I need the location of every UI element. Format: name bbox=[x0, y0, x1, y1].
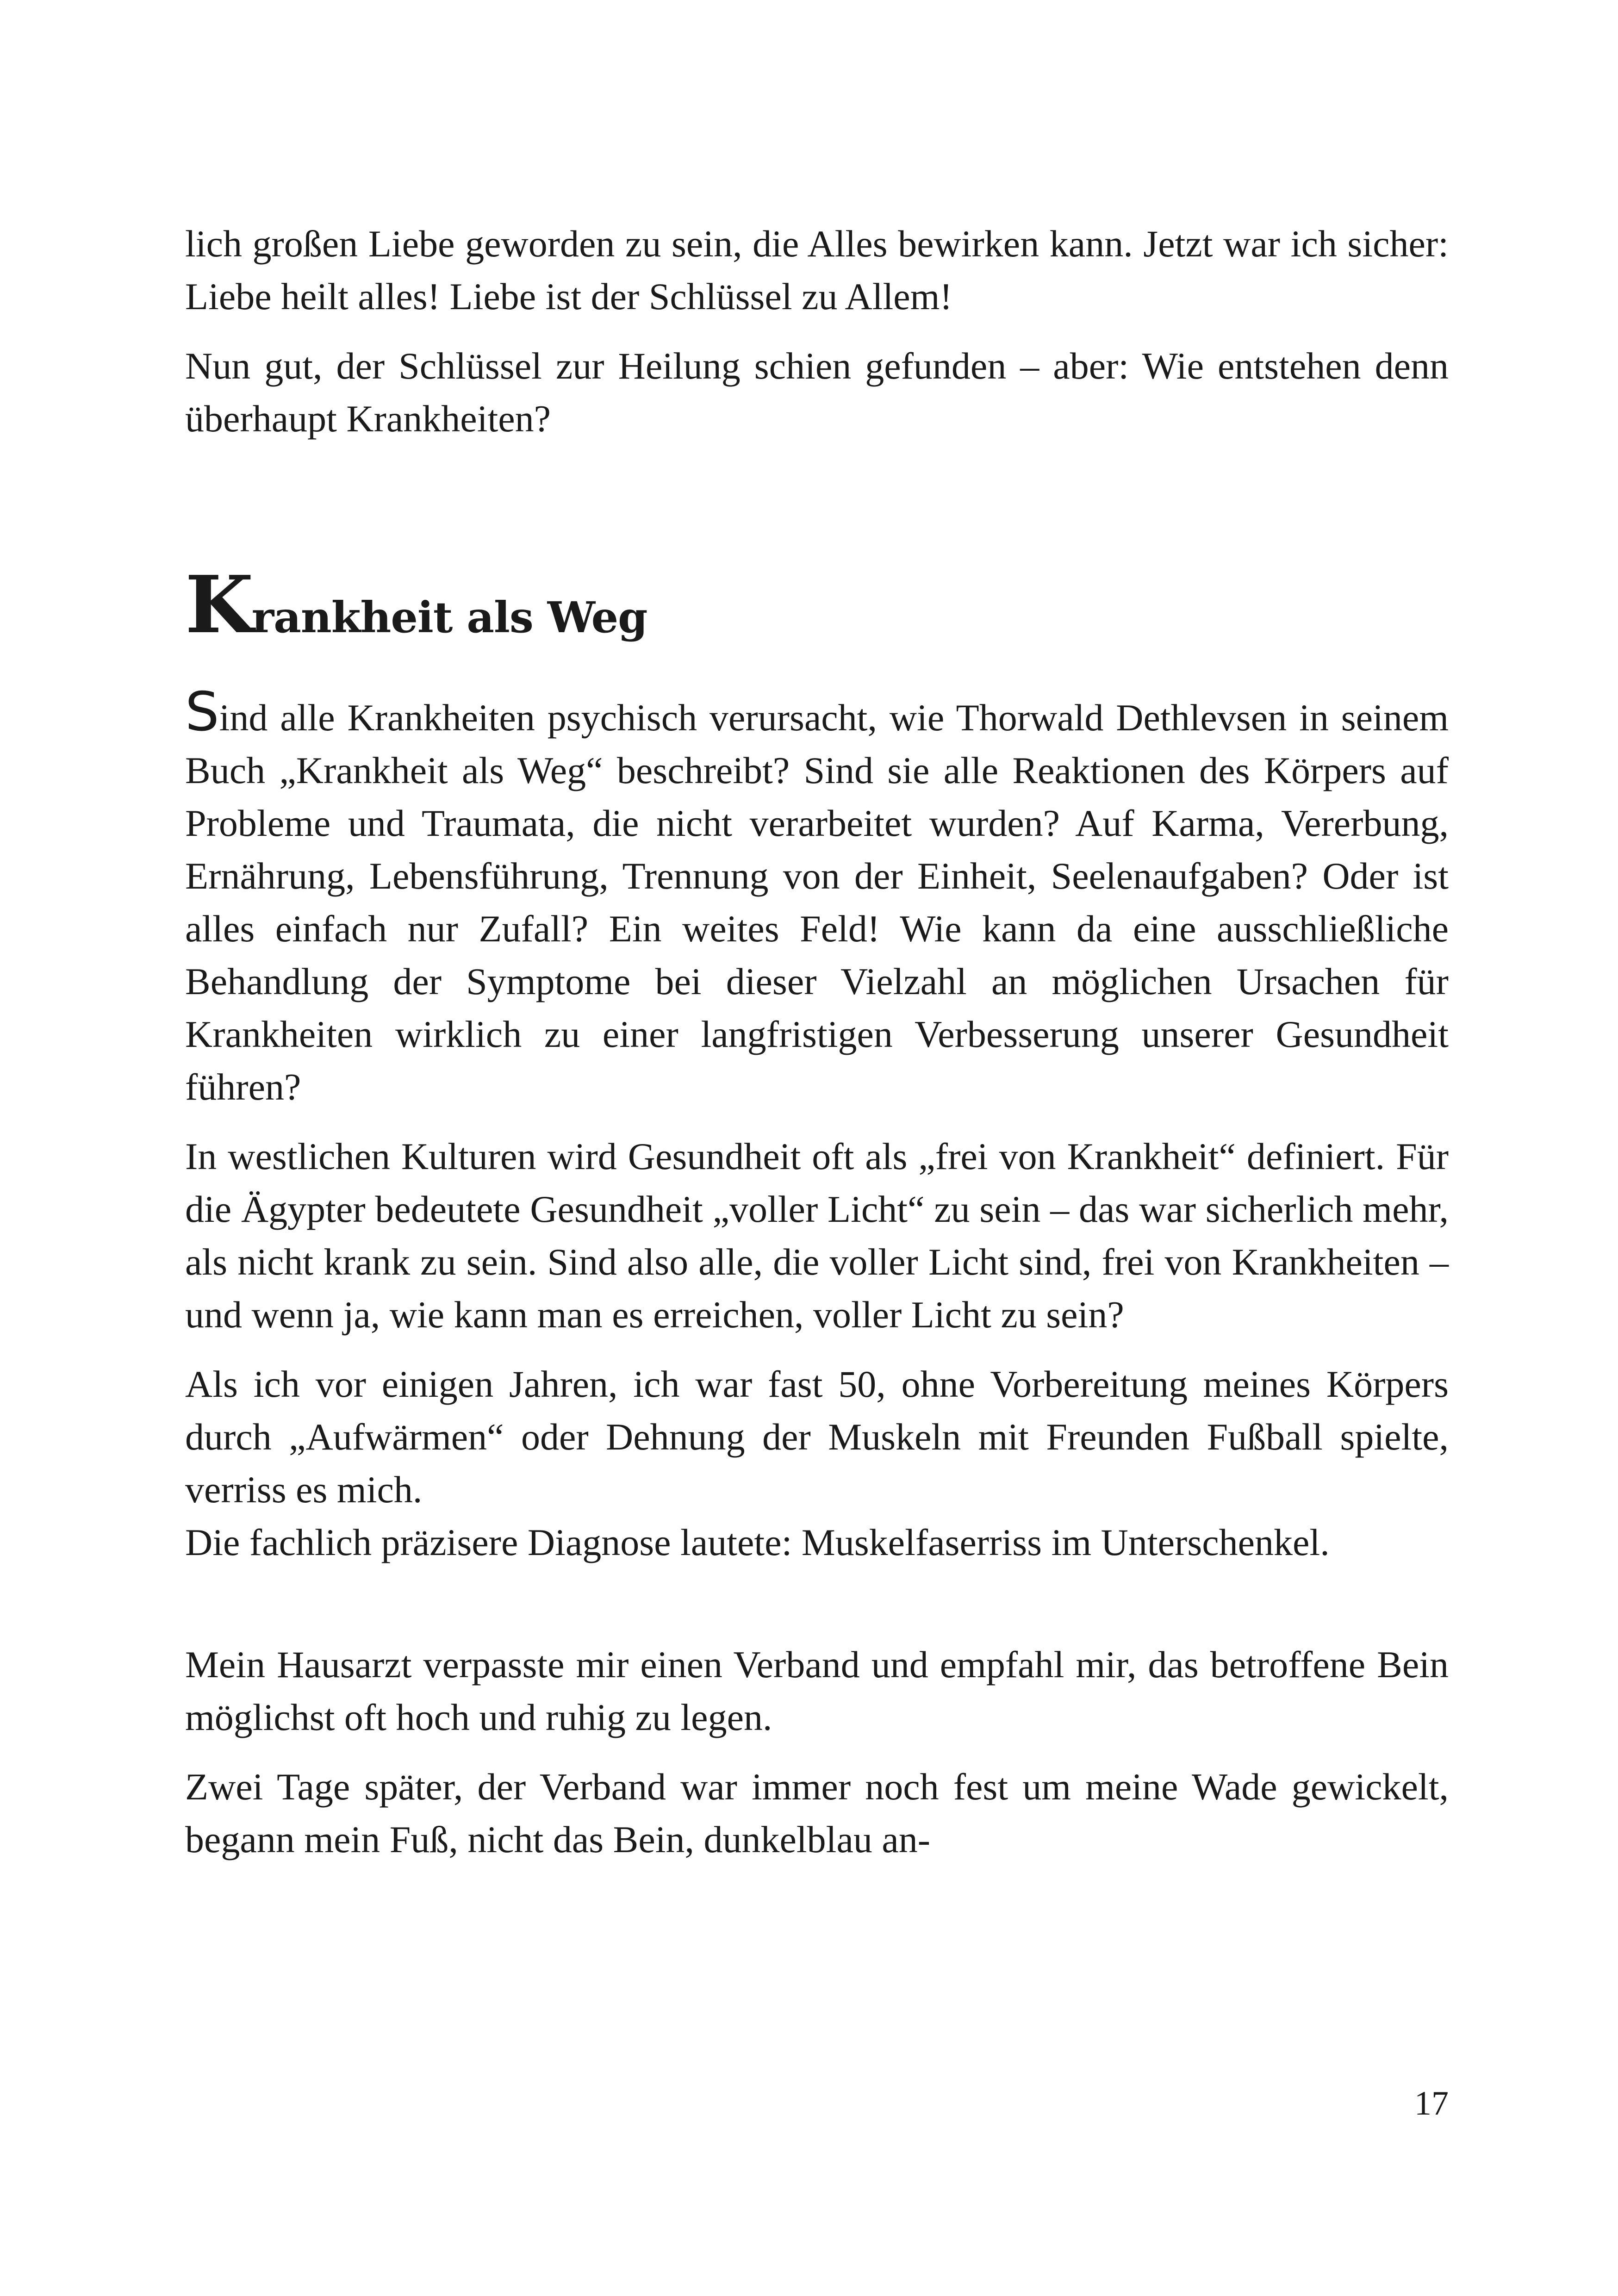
book-page bbox=[185, 218, 1449, 1866]
paragraph-chapter-2: In westlichen Kulturen wird Gesundheit oft als „frei von Krankheit“ definiert. Für die Ägypter bedeutete Gesundheit „voller Licht“ zu sein – das war sicherlich mehr, als nicht krank zu sein. Sind also alle, die voller Licht sind, frei von Krankheiten – und wenn ja, wie kann man es erreichen, voller Licht zu sein? bbox=[185, 1135, 1449, 1336]
page-number: 17 bbox=[1414, 2084, 1449, 2122]
paragraph-continuation-1: lich großen Liebe geworden zu sein, die Alles bewirken kann. Jetzt war ich sicher: Liebe heilt alles! Liebe ist der Schlüssel zu Allem! bbox=[185, 223, 1449, 317]
paragraph-chapter-5: Zwei Tage später, der Verband war immer noch fest um meine Wade gewickelt, begann mein Fuß, nicht das Bein, dunkelblau an- bbox=[185, 1766, 1449, 1860]
chapter-heading bbox=[185, 559, 1449, 651]
drop-cap: S bbox=[185, 681, 219, 743]
paragraph-chapter-1-text: ind alle Krankheiten psychisch verursacht, wie Thorwald Dethlevsen in seinem Buch „Krankheit als Weg“ beschreibt? Sind sie alle Reaktionen des Körpers auf Probleme und Traumata, die nicht verarbeitet wurden? Auf Karma, Vererbung, Ernährung, Lebensführung, Trennung von der Einheit, Seelenaufgaben? Oder ist alles einfach nur Zufall? Ein weites Feld! Wie kann da eine ausschließliche Behandlung der Symptome bei dieser Vielzahl an möglichen Ursachen für Krankheiten wirklich zu einer langfristigen Verbesserung unserer Gesundheit führen? bbox=[185, 697, 1449, 1108]
chapter-heading-rest: rankheit als Weg bbox=[251, 592, 647, 642]
paragraph-chapter-3 bbox=[185, 1358, 1449, 1569]
chapter-heading-initial: K bbox=[185, 559, 252, 651]
paragraph-continuation-2: Nun gut, der Schlüssel zur Heilung schien gefunden – aber: Wie entstehen denn überhaupt Krankheiten? bbox=[185, 345, 1449, 440]
paragraph-chapter-3-line-2: Die fachlich präzisere Diagnose lautete: Muskelfaserriss im Unterschenkel. bbox=[185, 1521, 1330, 1563]
paragraph-chapter-3-line-1: Als ich vor einigen Jahren, ich war fast 50, ohne Vorbereitung meines Körpers durch „Aufwärmen“ oder Dehnung der Muskeln mit Freunden Fußball spielte, verriss es mich. bbox=[185, 1363, 1449, 1511]
paragraph-chapter-4: Mein Hausarzt verpasste mir einen Verband und empfahl mir, das betroffene Bein möglichst oft hoch und ruhig zu legen. bbox=[185, 1643, 1449, 1738]
paragraph-chapter-1 bbox=[185, 681, 1449, 1114]
